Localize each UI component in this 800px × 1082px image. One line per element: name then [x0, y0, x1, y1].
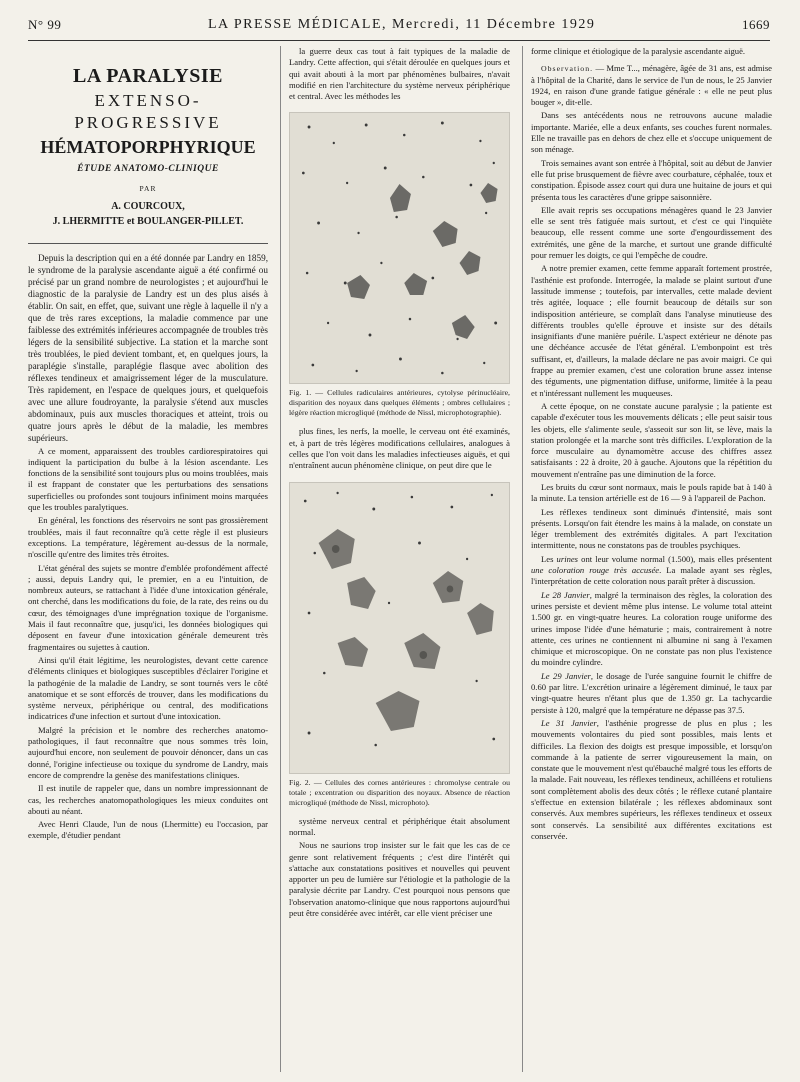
emphasis-urines: urines	[556, 553, 579, 564]
column-2	[280, 46, 510, 1072]
page-number: 1669	[741, 17, 770, 32]
column-1	[28, 46, 268, 1072]
paragraph: forme clinique et étiologique de la paralysie ascendante aiguë.	[531, 46, 746, 56]
author-courcoux: A. COURCOUX,	[111, 200, 185, 212]
text-run: Les	[541, 553, 557, 564]
figure-1-caption: Fig. 1. — Cellules radiculaires antérieures, cytolyse périnucléaire, disparition des noyaux dans quelques éléments ; ombres cellulaires ; légère réaction microgliqué (méthode de Nissl, microphotographie).	[289, 388, 510, 418]
dated-paragraph-29	[531, 671, 772, 716]
article-columns	[28, 46, 770, 1072]
title-line-3: HÉMATOPORPHYRIQUE	[40, 137, 256, 157]
issue-number: N° 99	[28, 17, 62, 32]
micrograph-image	[290, 483, 509, 773]
paragraph: Il est inutile de rappeler que, dans un nombre impressionnant de cas, les recherches anatomopathologiques les mieux conduites ont abouti au néant.	[28, 783, 268, 816]
micrograph-image	[290, 113, 509, 383]
dated-paragraph-28	[531, 590, 772, 669]
paragraph: système nerveux central et périphérique était absolument normal.	[289, 815, 510, 837]
paragraph: Ainsi qu'il était légitime, les neurologistes, devant cette carence d'éléments cliniques et biologiques susceptibles d'éclairer l'origine et la pathogénie de la maladie de Landry, se sont tournés vers le côté anatomique et se sont efforcés de trouver, dans les modifications du système nerveux, périphérique ou central, des modifications indicatrices d'une infection et surtout d'une intoxication.	[28, 654, 268, 722]
observation-paragraph	[531, 63, 772, 108]
paragraph: Malgré la précision et le nombre des recherches anatomo-pathologiques, il faut reconnaître que nous sommes très loin, aujourd'hui encore, non seulement de pouvoir dénoncer, dans un cas donné, l'origine infectieuse ou toxique du syndrome de Landry, mais encore de comprendre la genèse des manifestations cliniques.	[28, 724, 268, 780]
text-run: ont leur volume normal (1.500), mais elles présentent	[578, 553, 772, 564]
paragraph: Avec Henri Claude, l'un de nous (Lhermitte) eu l'occasion, par exemple, d'étudier pendant	[28, 819, 268, 841]
text-run: . La malade ayant ses règles, l'interprétation de cette coloration nous paraît prêter à discussion.	[531, 565, 772, 587]
title-line-1: LA PARALYSIE	[73, 65, 223, 87]
column-3	[522, 46, 772, 1072]
paragraph: En général, les fonctions des réservoirs ne sont pas grossièrement troublées, mais il faut reconnaître qu'à cette règle il est plusieurs exceptions. La température, légèrement au-dessus de la normale, n'oscille qu'entre des limites très étroites.	[28, 515, 268, 560]
urines-paragraph	[531, 554, 772, 588]
figure-2-caption: Fig. 2. — Cellules des cornes antérieures : chromolyse centrale ou totale ; excentration ou disparition des noyaux. Absence de réaction microgliqué (méthode de Nissl, microphoto).	[289, 777, 510, 807]
paragraph: L'état général des sujets se montre d'emblée profondément affecté ; aussi, depuis Landry qui, le premier, en a eu l'intuition, de nombreux auteurs, se rattachant à l'idée d'une intoxication générale, ont cherché, dans les modifications du foie, de la rate, des reins ou du cœur, des témoignages d'une imprégnation toxique de l'organisme. Mais il faut reconnaître que, jusqu'ici, les données biologiques qui déposent en faveur d'une intoxication générale demeurent très fragmentaires ou sujettes à caution.	[28, 562, 268, 652]
author-lhermitte: J. LHERMITTE et BOULANGER-PILLET.	[52, 215, 244, 227]
article-subtitle: ÉTUDE ANATOMO-CLINIQUE	[77, 164, 219, 174]
text-run: , malgré la terminaison des règles, la coloration des urines persiste et devient même plus intense. Le volume total atteint 1.500 gr. en vingt-quatre heures. La coloration rouge uniforme des urines impose l'idée d'une hématurie ; mais, contrairement à notre attente, ces urines ne contiennent ni albumine ni sang à l'examen chimique et microscopique. On ne constate pas non plus l'existence du moindre cylindre.	[531, 589, 772, 668]
date-28-janvier: Le 28 Janvier	[541, 589, 590, 600]
text-run: , l'asthénie progresse de plus en plus ; les mouvements volontaires du pied sont possibles, mais lents et difficiles. La flexion des doigts est presque impossible, et lorsqu'on commande à la patiente de serrer vigoureusement la main, on constate que le mouvement n'est qu'ébauché malgré tous les efforts de la malade. Fait nouveau, les réflexes tendineux, achilléens et rotuliens sont complètement abolis des deux côtés ; le réflexe cutané plantaire s'effectue en extension bilatérale ; les réflexes abdominaux sont conservés. Aux membres supérieurs, les réflexes tendineux et osseux sont conservés. La sensibilité aux différentes excitations est conservée.	[531, 717, 772, 841]
page-header	[28, 10, 770, 41]
title-block	[28, 46, 268, 244]
figure-2-micrograph	[289, 482, 510, 774]
text-run: , le dosage de l'urée sanguine fournit le chiffre de 0.60 par litre. L'excrétion urinaire a légèrement diminué, le taux par vingt-quatre heures n'étant plus que de 1.350 gr. La tachycardie persiste à 120, malgré que la température ne dépasse pas 37.5.	[531, 670, 772, 715]
paragraph: la guerre deux cas tout à fait typiques de la maladie de Landry. Cette affection, qui s'était déroulée en quelques jours et qui avait abouti à la mort par phénomènes bulbaires, n'avait modifié en rien l'architecture du système nerveux périphérique et central. Avec les méthodes les	[289, 46, 510, 102]
paragraph: Les réflexes tendineux sont diminués d'intensité, mais sont présents. Lorsqu'on fait étendre les mains à la malade, on constate un léger tremblement des extrémités digitales. A part l'excitation intermittente, nous ne constatons pas de troubles psychiques.	[531, 506, 772, 551]
paragraph: A ce moment, apparaissent des troubles cardiorespiratoires qui indiquent la participation du bulbe à la lésion ascendante. Les fonctions de la sensibilité sont toujours plus ou moins troublées, mais il est frappant de constater que les perturbations des sensations superficielles ou profondes sont toujours infiniment moins marquées que les troubles paralytiques.	[28, 445, 268, 513]
paragraph: A notre premier examen, cette femme apparaît fortement prostrée, l'asthénie est profonde. Interrogée, la malade se plaint surtout d'une lassitude immense ; toutefois, par intervalles, cette malade devient très agitée, loquace ; elle fournit beaucoup de détails sur son indisposition antérieure, se complaît dans l'analyse minutieuse des différents troubles qu'elle éprouve et insiste sur des détails insignifiants d'une manière puérile. L'aspect extérieur ne dénote pas une déchéance accusée de l'état général. L'embonpoint est très suffisant, et, d'ailleurs, la malade déclare ne pas avoir maigri. Ce qui frappe au premier examen, c'est une coloration brune assez intense des téguments, une pigmentation diffuse, uniforme, limitée à la peau et n'intéressant nullement les muqueuses.	[531, 263, 772, 398]
paragraph: A cette époque, on ne constate aucune paralysie ; la patiente est capable d'exécuter tous les mouvements délicats ; elle peut saisir tous les objets, elle s'alimente seule, s'asseoit sur son lit, se lève, mais la station prolongée et la marche sont très difficiles. L'exploration de la force musculaire au dynamomètre accuse des chiffres assez satisfaisants : 22 à droite, 20 à gauche. Ajoutons que la répétition du mouvement n'entraîne pas une diminution de la force.	[531, 400, 772, 479]
emphasis-coloration: une coloration rouge très accusée	[531, 565, 660, 576]
paragraph: Depuis la description qui en a été donnée par Landry en 1859, le syndrome de la paralysie ascendante aiguë a été confirmé ou précisé par un grand nombre de neurologistes ; et aujourd'hui le diagnostic de la paralysie de Landry est un des plus aisés à établir. On sait, en effet, que, suivant une règle à laquelle il n'y a que de très rares exceptions, la maladie commence par une faiblesse des extrémités inférieures accompagnée de troubles très légers de la sensibilité subjective. La station et la marche sont très troublées, le pied devient tombant, et, en quelques jours, la paraplégie s'installe, paraplégie flasque avec abolition des réflexes tendineux et amaigrissement léger de la musculature. Très rapidement, en l'espace de quelques jours, et quelquefois avec une allure foudroyante, la paralysie s'étend aux muscles abdominaux, puis aux muscles thoraciques et atteint, trois ou quatre jours après le début de la maladie, les membres supérieurs.	[28, 252, 268, 443]
observation-text: — Mme T..., ménagère, âgée de 31 ans, est admise à l'hôpital de la Charité, dans le service de l'un de nous, le 25 Janvier 1924, en raison d'une grande fatigue générale : « elle ne peut plus bouger », dit-elle.	[531, 63, 772, 108]
paragraph: Nous ne saurions trop insister sur le fait que les cas de ce genre sont relativement fréquents ; c'est dire l'intérêt qui s'attache aux constatations positives et nouvelles qui peuvent apporter un peu de lumière sur l'étiologie et la pathologie de la paralysie décrite par Landry. C'est pourquoi nous pensons que l'observation anatomo-clinique que nous rapportons aujourd'hui peut être considérée avec intérêt, car elle vient préciser une	[289, 840, 510, 919]
paragraph: plus fines, les nerfs, la moelle, le cerveau ont été examinés, et, à part de très légères modifications cellulaires, analogues à celles que l'on voit dans les maladies infectieuses aiguës, et qui n'entraînent aucun phénomène clinique, on peut dire que le	[289, 426, 510, 471]
by-line: PAR	[139, 184, 157, 194]
paragraph: Elle avait repris ses occupations ménagères quand le 23 Janvier elle se sent très fatiguée mais surtout, et c'est ce qui l'inquiète beaucoup, elle ressent comme une sorte d'engourdissement des extrémités, une gêne de la marche, et surtout une grande difficulté pour remuer les doigts, ce qui l'empêche de coudre.	[531, 204, 772, 261]
figure-1-micrograph	[289, 112, 510, 384]
journal-date: LA PRESSE MÉDICALE, Mercredi, 11 Décembre 1929	[208, 17, 596, 32]
paragraph: Les bruits du cœur sont normaux, mais le pouls rapide bat à 140 à la minute. La tension artérielle est de 16 — 9 à l'appareil de Pachon.	[531, 481, 772, 504]
paragraph: Dans ses antécédents nous ne retrouvons aucune maladie importante. Mariée, elle a deux enfants, ses couches furent normales. Elle ne travaille pas en dehors de chez elle et s'occupe uniquement de son ménage.	[531, 110, 772, 155]
date-31-janvier: Le 31 Janvier	[541, 717, 597, 728]
observation-label: Observation.	[541, 64, 594, 74]
paragraph: Trois semaines avant son entrée à l'hôpital, soit au début de Janvier elle fut prise brusquement de fièvre avec courbature, céphalée, toux et constipation. Épisode assez court qui dura une huitaine de jours et qui présenta tous les caractères d'une grippe saisonnière.	[531, 157, 772, 202]
date-29-janvier: Le 29 Janvier	[541, 670, 591, 681]
title-line-2: EXTENSO-PROGRESSIVE	[74, 91, 222, 132]
dated-paragraph-31	[531, 718, 772, 842]
